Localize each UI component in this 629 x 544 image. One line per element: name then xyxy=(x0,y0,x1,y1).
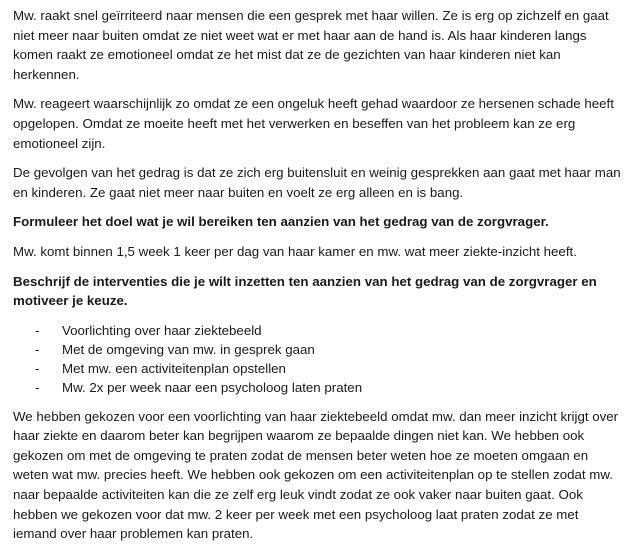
paragraph-goal-answer: Mw. komt binnen 1,5 week 1 keer per dag van haar kamer en mw. wat meer ziekte-inzicht heeft. xyxy=(13,243,577,259)
list-dash: - xyxy=(35,380,40,396)
heading-interventions-question: Beschrijf de interventies die je wilt inzetten ten aanzien van het gedrag van de zorgvrager en motiveer je keuze. xyxy=(13,273,597,309)
list-item xyxy=(35,359,621,378)
list-item-text: Met mw. een activiteitenplan opstellen xyxy=(62,361,286,377)
list-item xyxy=(35,378,621,397)
paragraph-interventions-motivation: We hebben gekozen voor een voorlichting van haar ziektebeeld omdat mw. dan meer inzicht krijgt over haar ziekte en daarom beter kan begrijpen waarom ze bepaalde dingen niet kan. We hebben ook gekozen om met de omgeving te praten zodat de mensen beter weten hoe ze moeten omgaan en weten wat mw. precies heeft. We hebben ook gekozen om een activiteitenplan op te stellen zodat mw. naar bepaalde activiteiten kan die ze zelf erg leuk vindt zodat ze ook vaker naar buiten gaat. Ook hebben we gekozen voor dat mw. 2 keer per week met een psycholoog laat praten zodat ze met iemand over haar problemen kan praten. xyxy=(13,408,619,542)
list-item xyxy=(35,321,621,340)
interventions-list xyxy=(13,321,621,398)
list-item-text: Met de omgeving van mw. in gesprek gaan xyxy=(62,341,315,357)
paragraph-behavior-description: Mw. raakt snel geïrriteerd naar mensen die een gesprek met haar willen. Ze is erg op zichzelf en gaat niet meer naar buiten omdat ze niet weet wat er met haar aan de hand is. Als haar kinderen langs komen raakt ze emotioneel omdat ze het mist dat ze de gezichten van haar kinderen niet kan herkennen. xyxy=(13,8,609,82)
list-dash: - xyxy=(35,341,40,357)
list-dash: - xyxy=(35,322,40,338)
list-item-text: Voorlichting over haar ziektebeeld xyxy=(62,322,262,338)
paragraph-behavior-cause: Mw. reageert waarschijnlijk zo omdat ze een ongeluk heeft gehad waardoor ze hersenen schade heeft opgelopen. Omdat ze moeite heeft met het verwerken en beseffen van het probleem kan ze erg emotioneel zijn. xyxy=(13,96,614,151)
list-dash: - xyxy=(35,361,40,377)
list-item xyxy=(35,340,621,359)
heading-goal-question: Formuleer het doel wat je wil bereiken ten aanzien van het gedrag van de zorgvrager. xyxy=(13,214,549,230)
paragraph-behavior-consequences: De gevolgen van het gedrag is dat ze zich erg buitensluit en weinig gesprekken aan gaat met haar man en kinderen. Ze gaat niet meer naar buiten en voelt ze erg alleen en is bang. xyxy=(13,165,621,200)
list-item-text: Mw. 2x per week naar een psycholoog laten praten xyxy=(62,380,363,396)
